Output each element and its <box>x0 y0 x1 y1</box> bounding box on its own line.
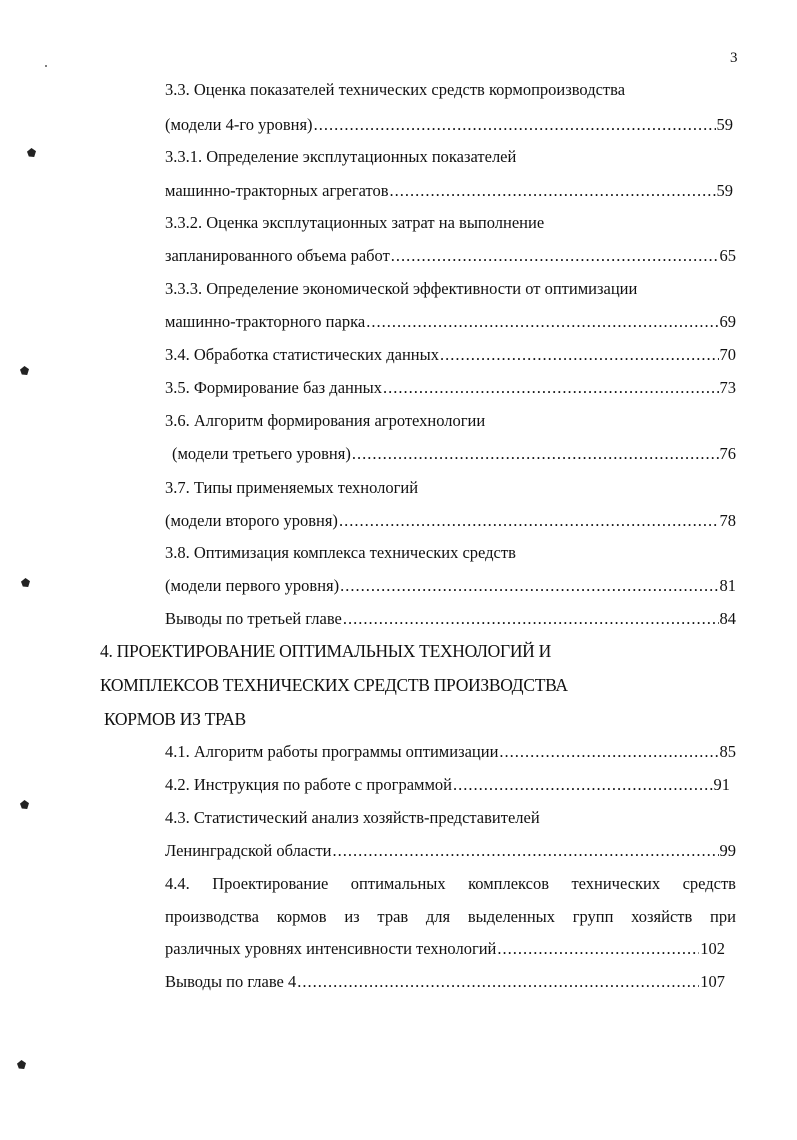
toc-entry-text: различных уровнях интенсивности технологий <box>165 939 497 958</box>
word: групп <box>572 907 614 926</box>
toc-entry-leader <box>165 774 730 796</box>
toc-entry-title: 3.3.2. Оценка эксплутационных затрат на выполнение <box>165 213 545 232</box>
scan-dot <box>45 65 47 67</box>
dot-leader <box>383 377 718 399</box>
dot-leader <box>340 575 718 597</box>
toc-entry-text: 3.5. Формирование баз данных <box>165 378 383 397</box>
dot-leader <box>391 245 719 267</box>
toc-entry-leader <box>165 938 725 960</box>
toc-entry-leader <box>165 575 736 597</box>
toc-page-number: 84 <box>719 609 736 628</box>
toc-entry-text: машинно-тракторных агрегатов <box>165 181 389 200</box>
toc-entry-title-justified <box>165 906 736 928</box>
toc-entry-leader <box>165 840 736 862</box>
dot-leader <box>453 774 713 796</box>
toc-entry-text: (модели второго уровня) <box>165 511 338 530</box>
toc-entry-leader <box>165 377 736 399</box>
word: для <box>425 907 451 926</box>
word: трав <box>377 907 409 926</box>
toc-entry-text: запланированного объема работ <box>165 246 390 265</box>
page-number: 3 <box>730 50 738 66</box>
chapter-heading: КОРМОВ ИЗ ТРАВ <box>104 709 246 729</box>
toc-entry-text: (модели 4-го уровня) <box>165 115 313 134</box>
chapter-heading: КОМПЛЕКСОВ ТЕХНИЧЕСКИХ СРЕДСТВ ПРОИЗВОДСТВА <box>100 675 568 695</box>
scan-speck <box>20 800 29 809</box>
dot-leader <box>297 971 699 993</box>
word: при <box>710 907 736 926</box>
dot-leader <box>390 180 716 202</box>
word: производства <box>165 907 259 926</box>
word: хозяйств <box>631 907 693 926</box>
dot-leader <box>352 443 719 465</box>
dot-leader <box>339 510 719 532</box>
word: кормов <box>276 907 327 926</box>
toc-page-number: 73 <box>719 378 736 397</box>
toc-entry-leader <box>165 510 736 532</box>
toc-page-number: 70 <box>719 345 736 364</box>
toc-page-number: 107 <box>700 972 725 991</box>
toc-entry-text: (модели третьего уровня) <box>172 444 351 463</box>
toc-entry-leader <box>165 344 736 366</box>
toc-page-number: 91 <box>713 775 730 794</box>
dot-leader <box>499 741 718 763</box>
word: комплексов <box>468 874 549 893</box>
toc-page-number: 69 <box>719 312 736 331</box>
dot-leader <box>497 938 699 960</box>
toc-entry-text: 4.2. Инструкция по работе с программой <box>165 775 452 794</box>
toc-page-number: 59 <box>716 115 733 134</box>
toc-entry-text: Выводы по третьей главе <box>165 609 342 628</box>
toc-entry-leader <box>165 971 725 993</box>
toc-page-number: 81 <box>719 576 736 595</box>
word: средств <box>682 874 736 893</box>
scan-speck <box>21 578 30 587</box>
toc-entry-leader <box>165 180 733 202</box>
toc-entry-title: 3.3.3. Определение экономической эффективности от оптимизации <box>165 279 638 298</box>
toc-page-number: 65 <box>719 246 736 265</box>
toc-entry-title: 3.6. Алгоритм формирования агротехнологии <box>165 411 486 430</box>
word: Проектирование <box>212 874 329 893</box>
toc-entry-title: 4.3. Статистический анализ хозяйств-представителей <box>165 808 540 827</box>
toc-page-number: 85 <box>719 742 736 761</box>
toc-page-number: 76 <box>719 444 736 463</box>
toc-entry-leader <box>165 114 733 136</box>
dot-leader <box>343 608 719 630</box>
toc-entry-title: 3.3. Оценка показателей технических средств кормопроизводства <box>165 80 626 99</box>
scan-speck <box>27 148 36 157</box>
chapter-heading: 4. ПРОЕКТИРОВАНИЕ ОПТИМАЛЬНЫХ ТЕХНОЛОГИЙ И <box>100 641 551 661</box>
toc-entry-title: 3.7. Типы применяемых технологий <box>165 478 419 497</box>
word: оптимальных <box>350 874 446 893</box>
toc-page-number: 99 <box>719 841 736 860</box>
dot-leader <box>314 114 716 136</box>
toc-entry-leader <box>165 311 736 333</box>
scan-speck <box>17 1060 26 1069</box>
toc-entry-text: 3.4. Обработка статистических данных <box>165 345 439 364</box>
toc-entry-text: Выводы по главе 4 <box>165 972 297 991</box>
toc-page-number: 78 <box>719 511 736 530</box>
dot-leader <box>333 840 719 862</box>
toc-entry-text: (модели первого уровня) <box>165 576 340 595</box>
toc-entry-title: 3.3.1. Определение эксплутационных показателей <box>165 147 517 166</box>
word: выделенных <box>467 907 555 926</box>
toc-entry-text: 4.1. Алгоритм работы программы оптимизации <box>165 742 499 761</box>
scan-speck <box>20 366 29 375</box>
dot-leader <box>366 311 718 333</box>
word: технических <box>571 874 661 893</box>
toc-entry-leader <box>165 608 736 630</box>
toc-page-number: 59 <box>716 181 733 200</box>
toc-page-number: 102 <box>700 939 725 958</box>
toc-entry-leader <box>165 741 736 763</box>
toc-entry-title-justified <box>165 873 736 895</box>
word: из <box>344 907 360 926</box>
toc-entry-text: машинно-тракторного парка <box>165 312 366 331</box>
toc-entry-leader <box>172 443 736 465</box>
dot-leader <box>440 344 719 366</box>
word: 4.4. <box>165 874 190 893</box>
toc-entry-leader <box>165 245 736 267</box>
toc-entry-text: Ленинградской области <box>165 841 332 860</box>
toc-entry-title: 3.8. Оптимизация комплекса технических средств <box>165 543 516 562</box>
